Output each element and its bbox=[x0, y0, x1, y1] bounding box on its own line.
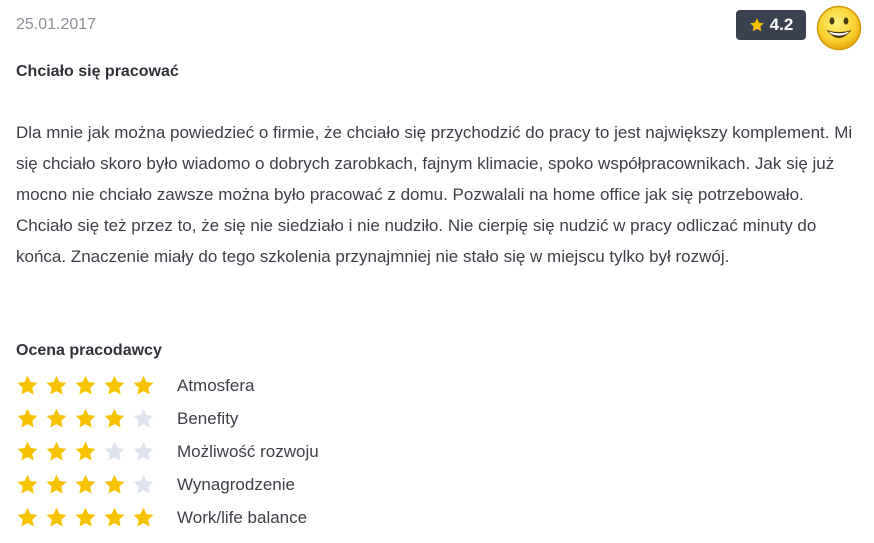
star-icon bbox=[74, 440, 97, 463]
star-icon bbox=[16, 473, 39, 496]
rating-label: Atmosfera bbox=[177, 375, 255, 395]
overall-rating-badge bbox=[736, 10, 806, 40]
star-icon bbox=[132, 374, 155, 397]
ratings-heading: Ocena pracodawcy bbox=[16, 342, 162, 359]
star-icon bbox=[16, 407, 39, 430]
rating-row bbox=[16, 501, 319, 534]
ratings-list bbox=[16, 369, 319, 534]
review-title: Chciało się pracować bbox=[16, 63, 179, 80]
star-icon bbox=[74, 407, 97, 430]
star-icon bbox=[749, 17, 765, 33]
star-icon bbox=[74, 473, 97, 496]
rating-label: Work/life balance bbox=[177, 507, 308, 527]
star-icon bbox=[103, 407, 126, 430]
star-rating bbox=[16, 473, 177, 496]
rating-row bbox=[16, 369, 319, 402]
star-rating bbox=[16, 506, 177, 529]
star-icon bbox=[16, 374, 39, 397]
smiley-face-icon bbox=[816, 5, 862, 51]
rating-label: Benefity bbox=[177, 408, 239, 428]
star-icon bbox=[74, 374, 97, 397]
review-date: 25.01.2017 bbox=[16, 16, 97, 33]
review-body: Dla mnie jak można powiedzieć o firmie, że chciało się przychodzić do pracy to jest największy komplement. Mi się chciało skoro było wiadomo o dobrych zarobkach, fajnym klimacie, spoko współpracownikach. Jak się już mocno nie chciało zawsze można było pracować z domu. Pozwalali na home office jak się potrzebowało. Chciało się też przez to, że się nie siedziało i nie nudziło. Nie cierpię się nudzić w pracy odliczać minuty do końca. Znaczenie miały do tego szkolenia przynajmniej nie stało się w miejscu tylko był rozwój. bbox=[16, 123, 853, 266]
star-icon bbox=[45, 506, 68, 529]
rating-label: Wynagrodzenie bbox=[177, 474, 295, 494]
star-icon bbox=[103, 374, 126, 397]
star-icon bbox=[103, 473, 126, 496]
star-icon bbox=[74, 506, 97, 529]
star-rating bbox=[16, 374, 177, 397]
star-icon bbox=[132, 473, 155, 496]
overall-rating-value: 4.2 bbox=[769, 15, 794, 34]
rating-row bbox=[16, 468, 319, 501]
star-icon bbox=[16, 506, 39, 529]
star-icon bbox=[45, 473, 68, 496]
star-icon bbox=[103, 506, 126, 529]
star-icon bbox=[45, 374, 68, 397]
star-icon bbox=[45, 440, 68, 463]
star-icon bbox=[132, 506, 155, 529]
rating-row bbox=[16, 402, 319, 435]
rating-label: Możliwość rozwoju bbox=[177, 441, 319, 461]
star-icon bbox=[132, 440, 155, 463]
star-icon bbox=[103, 440, 126, 463]
star-icon bbox=[132, 407, 155, 430]
star-rating bbox=[16, 440, 177, 463]
star-icon bbox=[45, 407, 68, 430]
star-rating bbox=[16, 407, 177, 430]
star-icon bbox=[16, 440, 39, 463]
rating-row bbox=[16, 435, 319, 468]
